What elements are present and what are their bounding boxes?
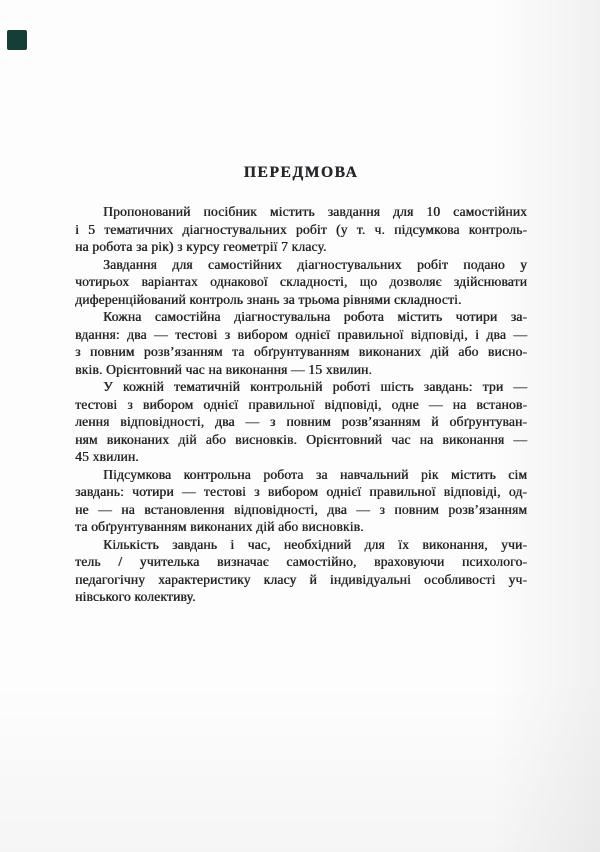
text-line: на робота за рік) з курсу геометрії 7 класу. <box>75 239 327 254</box>
text-line: диференційований контроль знань за трьома рівнями складності. <box>75 291 462 307</box>
text-line: педагогічну характеристику класу й індивідуальні особливості уч- <box>75 571 527 587</box>
text-line: лення відповідності, два — з повним розв’язанням й обґрунтуван- <box>75 414 527 429</box>
text-line: 45 хвилин. <box>75 449 139 464</box>
text-line: та обґрунтуванням виконаних дій або висновків. <box>75 519 364 534</box>
text-line: і 5 тематичних діагностувальних робіт (у т. ч. підсумкова контроль- <box>75 221 527 237</box>
corner-marker <box>7 30 27 50</box>
text-line: тестові з вибором однієї правильної відповіді, одне — на встанов- <box>75 396 527 412</box>
text-line: Кожна самостійна діагностувальна робота містить чотири за- <box>103 309 527 324</box>
text-line: тель / учителька визначає самостійно, враховуючи психолого- <box>75 554 527 569</box>
text-line: Кількість завдань і час, необхідний для їх виконання, учи- <box>103 536 527 552</box>
text-line: вдання: два — тестові з вибором однієї правильної відповіді, і два — <box>75 326 527 342</box>
text-line: завдань: чотири — тестові з вибором однієї правильної відповіді, од- <box>75 484 527 499</box>
text-line: У кожній тематичній контрольній роботі шість завдань: три — <box>103 379 527 394</box>
text-line: чотирьох варіантах однакової складності, що дозволяє здійснювати <box>75 274 527 289</box>
preface-title: ПЕРЕДМОВА <box>243 164 359 181</box>
text-line: Завдання для самостійних діагностувальних робіт подано у <box>103 256 527 272</box>
preface-content <box>75 164 527 606</box>
text-line: Пропонований посібник містить завдання для 10 самостійних <box>103 204 527 219</box>
text-line: вків. Орієнтовний час на виконання — 15 хвилин. <box>75 361 372 377</box>
text-line: ням виконаних дій або висновків. Орієнтовний час на виконання — <box>75 431 527 447</box>
text-line: Підсумкова контрольна робота за навчальний рік містить сім <box>103 466 527 482</box>
text-line: нівського колективу. <box>75 589 196 604</box>
preface-body <box>75 203 527 606</box>
text-line: не — на встановлення відповідності, два — з повним розв’язанням <box>75 501 527 517</box>
text-line: з повним розв’язанням та обґрунтуванням виконаних дій або висно- <box>75 344 527 359</box>
